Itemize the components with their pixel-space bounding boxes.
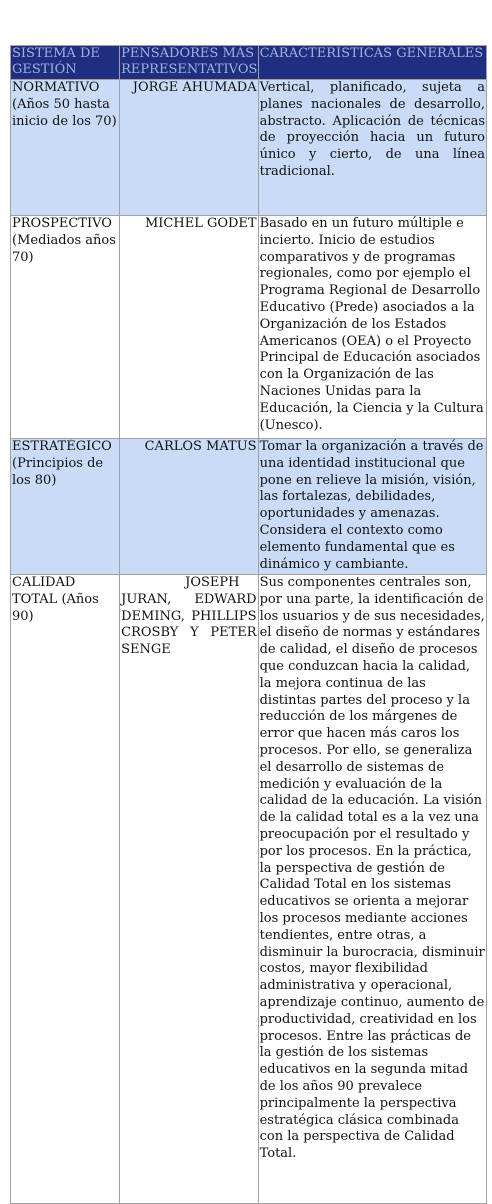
system-cell: ESTRATÉGICO (Principios de los 80) — [11, 439, 120, 575]
header-system: SISTEMA DE GESTIÓN — [11, 46, 120, 80]
thinkers-cell: JORGE AHUMADA — [120, 80, 258, 216]
management-systems-table — [10, 45, 487, 1204]
characteristics-cell: Tomar la organización a través de una identidad institucional que pone en relieve la misión, visión, las fortalezas, debilidades, oportunidades y amenazas. Considera el contexto como elemento fundamental que es dinámico y cambiante. — [258, 439, 486, 575]
system-cell: CALIDAD TOTAL (Años 90) — [11, 575, 120, 1204]
thinkers-cell: JOSEPH JURAN, EDWARD DEMING, PHILLIPS CROSBY Y PETER SENGE — [120, 575, 258, 1204]
system-cell: PROSPECTIVO (Mediados años 70) — [11, 216, 120, 439]
system-cell: NORMATIVO (Años 50 hasta inicio de los 70) — [11, 80, 120, 216]
header-characteristics: CARACTERÍSTICAS GENERALES — [258, 46, 486, 80]
header-thinkers: PENSADORES MÁS REPRESENTATIVOS — [120, 46, 258, 80]
thinkers-cell: CARLOS MATUS — [120, 439, 258, 575]
thinkers-cell: MICHEL GODET — [120, 216, 258, 439]
table-row — [11, 80, 487, 216]
characteristics-cell: Vertical, planificado, sujeta a planes nacionales de desarrollo, abstracto. Aplicación de técnicas de proyección hacia un futuro único y cierto, de una línea tradicional. — [258, 80, 486, 216]
table-row — [11, 439, 487, 575]
table-row — [11, 575, 487, 1204]
table-header-row — [11, 46, 487, 80]
table-row — [11, 216, 487, 439]
characteristics-cell: Sus componentes centrales son, por una parte, la identificación de los usuarios y de sus necesidades, el diseño de normas y estándares de calidad, el diseño de procesos que conduzcan hacia la calidad, la mejora continua de las distintas partes del proceso y la reducción de los márgenes de error que hacen más caros los procesos. Por ello, se generaliza el desarrollo de sistemas de medición y evaluación de la calidad de la educación. La visión de la calidad total es a la vez una preocupación por el resultado y por los procesos. En la práctica, la perspectiva de gestión de Calidad Total en los sistemas educativos se orienta a mejorar los procesos mediante acciones tendientes, entre otras, a disminuir la burocracia, disminuir costos, mayor flexibilidad administrativa y operacional, aprendizaje continuo, aumento de productividad, creatividad en los procesos. Entre las prácticas de la gestión de los sistemas educativos en la segunda mitad de los años 90 prevalece principalmente la perspectiva estratégica clásica combinada con la perspectiva de Calidad Total. — [258, 575, 486, 1204]
characteristics-cell: Basado en un futuro múltiple e incierto. Inicio de estudios comparativos y de programas regionales, como por ejemplo el Programa Regional de Desarrollo Educativo (Prede) asociados a la Organización de los Estados Americanos (OEA) o el Proyecto Principal de Educación asociados con la Organización de las Naciones Unidas para la Educación, la Ciencia y la Cultura (Unesco). — [258, 216, 486, 439]
